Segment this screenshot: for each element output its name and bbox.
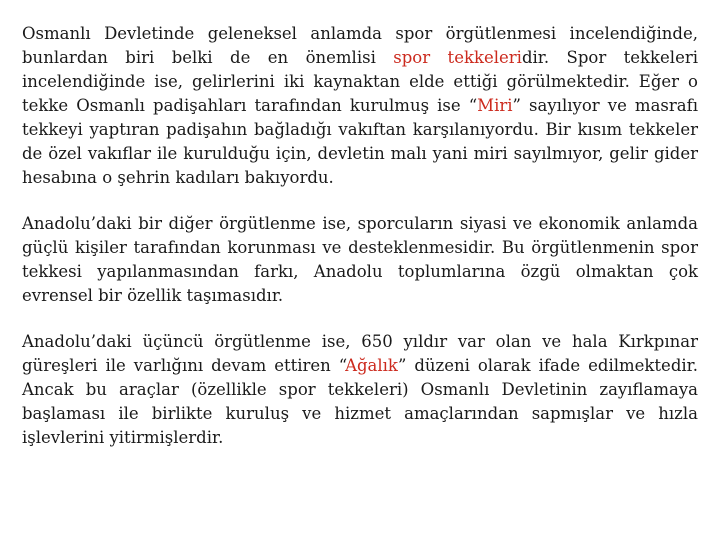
text-segment: ” sayılıyor ve masrafı tekkeyi yaptıran padişahın bağladığı vakıftan karşılanıyordu. Bir kısım tekkeler de özel vakıflar ile kurulduğu için, devletin malı yani miri sayılmıyor, gelir gider hesabına o şehrin kadıları bakıyordu. (22, 96, 698, 187)
highlight-spor-tekkeleri: spor tekkeleri (393, 48, 522, 67)
text-segment: Osmanlı Devletinde geleneksel anlamda spor örgütlenmesi incelendiğinde, bunlardan biri belki de en önemlisi (22, 24, 698, 67)
highlight-agalik: Ağalık (345, 356, 398, 375)
highlight-miri: Miri (477, 96, 513, 115)
text-segment: dir. Spor tekkeleri incelendiğinde ise, gelirlerini iki kaynaktan elde ettiği görülmektedir. Eğer o tekke Osmanlı padişahları tarafından kurulmuş ise “ (22, 48, 699, 115)
paragraph-patronage (22, 212, 698, 308)
text-segment: Anadolu’daki üçüncü örgütlenme ise, 650 yıldır var olan ve hala Kırkpınar güreşleri ile varlığını devam ettiren “ (22, 332, 698, 375)
paragraph-ottoman-sport-lodges (22, 22, 698, 190)
paragraph-agalik-system (22, 330, 698, 450)
text-segment: Anadolu’daki bir diğer örgütlenme ise, sporcuların siyasi ve ekonomik anlamda güçlü kişiler tarafından korunması ve desteklenmesidir. Bu örgütlenmenin spor tekkesi yapılanmasından farkı, Anadolu toplumlarına özgü olmaktan çok evrensel bir özellik taşımasıdır. (22, 214, 698, 305)
text-segment: ” düzeni olarak ifade edilmektedir. Ancak bu araçlar (özellikle spor tekkeleri) Osmanlı Devletinin zayıflamaya başlaması ile birlikte kuruluş ve hizmet amaçlarından sapmışlar ve hızla işlevlerini yitirmişlerdir. (22, 356, 698, 447)
